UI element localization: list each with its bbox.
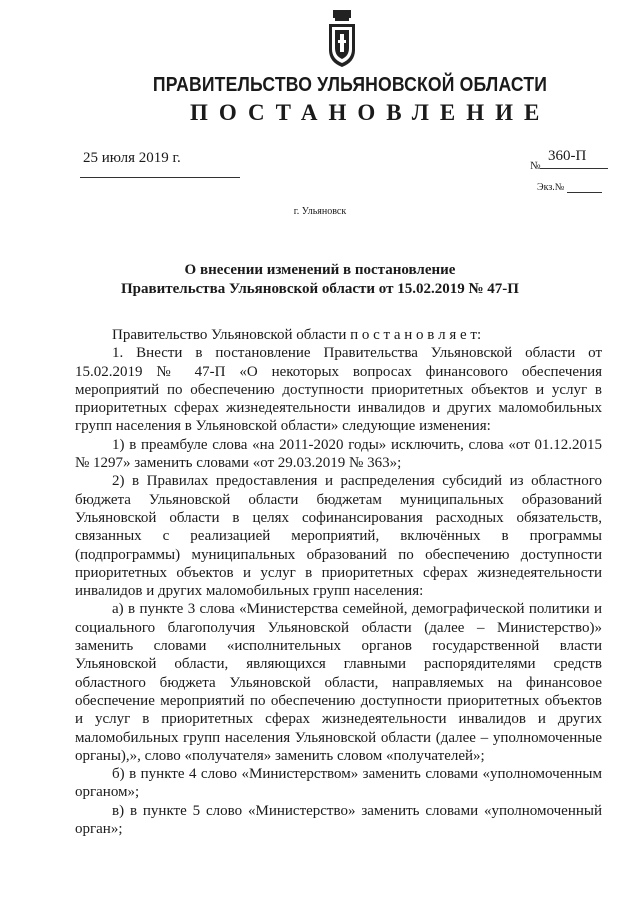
document-body bbox=[75, 326, 602, 838]
subject-line-2: Правительства Ульяновской области от 15.02.2019 № 47-П bbox=[121, 281, 519, 297]
body-paragraph: 1) в преамбуле слова «на 2011-2020 годы» исключить, слова «от 01.12.2015 № 1297» заменить словами «от 29.03.2019 № 363»; bbox=[75, 436, 602, 472]
copy-number-label: Экз.№ bbox=[537, 182, 565, 193]
copy-number-underline bbox=[567, 192, 602, 193]
body-paragraph: 2) в Правилах предоставления и распределения субсидий из областного бюджета Ульяновской области бюджетам муниципальных образований Ульяновской области в целях софинансирования расходных обязательств, связанных с реализацией мероприятий, включённых в программы (подпрограммы) муниципальных образований по обеспечению доступности приоритетных объектов и услуг в приоритетных сферах жизнедеятельности инвалидов и других маломобильных групп населения: bbox=[75, 473, 602, 600]
body-paragraph: в) в пункте 5 слово «Министерство» заменить словами «уполномоченный орган»; bbox=[75, 802, 602, 838]
document-type-title: ПОСТАНОВЛЕНИЕ bbox=[190, 100, 551, 125]
body-paragraph: а) в пункте 3 слова «Министерства семейной, демографической политики и социального благополучия Ульяновской области (далее – Министерство)» заменить словами «исполнительных органов государственной власти Ульяновской области, являющихся главными распорядителями средств областного бюджета Ульяновской области, направляемых на финансовое обеспечение мероприятий по обеспечению доступности приоритетных объектов и услуг в приоритетных сферах жизнедеятельности инвалидов и других маломобильных групп населения Ульяновской области (далее – уполномоченные органы),», слово «получателя» заменить словом «получателей»; bbox=[75, 601, 602, 764]
document-date: 25 июля 2019 г. bbox=[83, 150, 181, 166]
document-number: 360-П bbox=[548, 148, 587, 164]
city-label: г. Ульяновск bbox=[293, 206, 347, 217]
body-paragraph: 1. Внести в постановление Правительства Ульяновской области от 15.02.2019 № 47-П «О некоторых вопросах финансового обеспечения мероприятий по обеспечению доступности приоритетных объектов и услуг в приоритетных сферах жизнедеятельности инвалидов и других маломобильных групп населения в Ульяновской области» следующие изменения: bbox=[75, 345, 602, 435]
date-underline bbox=[80, 177, 240, 178]
number-prefix: № bbox=[530, 160, 541, 172]
body-paragraph: б) в пункте 4 слово «Министерством» заменить словами «уполномоченным органом»; bbox=[75, 766, 602, 801]
coat-of-arms-icon bbox=[327, 10, 357, 68]
subject-line-1: О внесении изменений в постановление bbox=[184, 262, 456, 278]
government-title: ПРАВИТЕЛЬСТВО УЛЬЯНОВСКОЙ ОБЛАСТИ bbox=[152, 74, 548, 96]
number-underline bbox=[540, 168, 608, 169]
document-subject bbox=[90, 261, 550, 299]
body-paragraph: Правительство Ульяновской области п о с т а н о в л я е т: bbox=[112, 327, 482, 343]
